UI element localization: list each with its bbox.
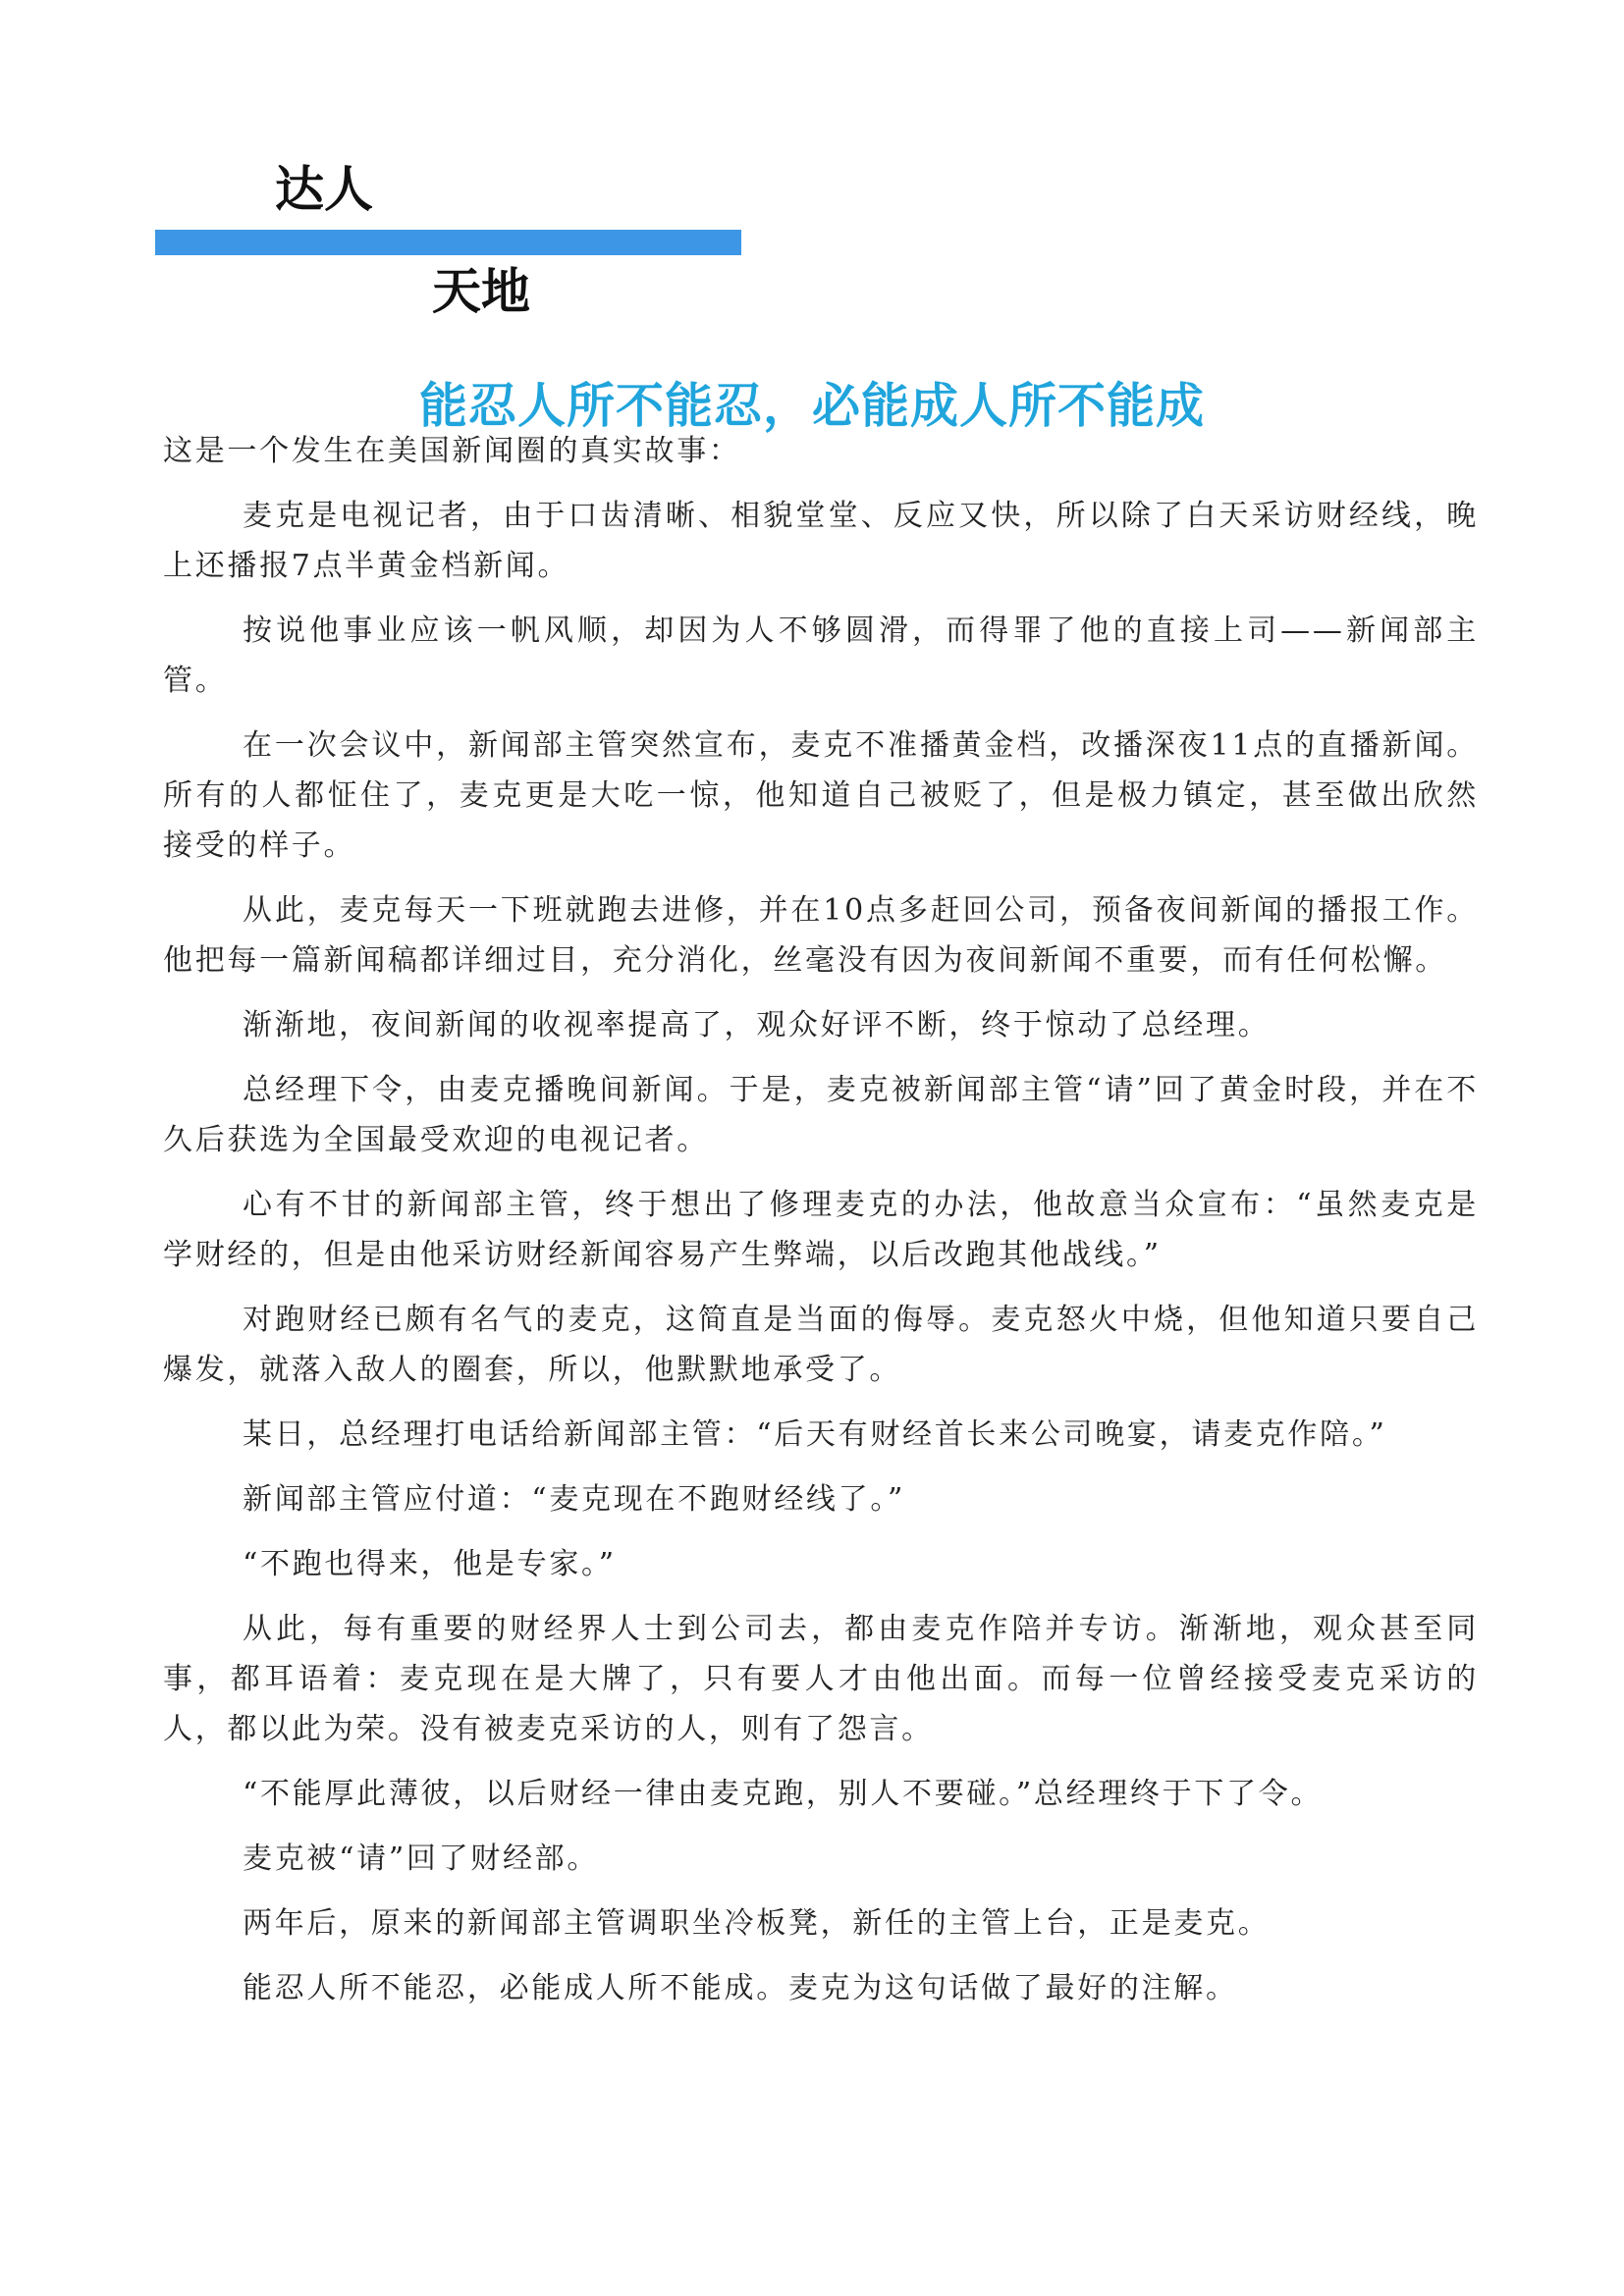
article-paragraph: 某日，总经理打电话给新闻部主管：“后天有财经首长来公司晚宴，请麦克作陪。” <box>243 1417 1387 1452</box>
section-header-top: 达人 <box>275 161 373 218</box>
article-title: 能忍人所不能忍，必能成人所不能成 <box>418 377 1205 434</box>
article-paragraph: 心有不甘的新闻部主管，终于想出了修理麦克的办法，他故意当众宣布：“虽然麦克是学财经的，但是由他采访财经新闻容易产生弊端，以后改跑其他战线。” <box>163 1188 1479 1272</box>
article-paragraph: 新闻部主管应付道：“麦克现在不跑财经线了。” <box>243 1482 906 1517</box>
article-paragraph: 这是一个发生在美国新闻圈的真实故事： <box>163 434 741 468</box>
article-paragraph: “不能厚此薄彼，以后财经一律由麦克跑，别人不要碰。”总经理终于下了令。 <box>243 1777 1324 1811</box>
article-paragraph: 两年后，原来的新闻部主管调职坐冷板凳，新任的主管上台，正是麦克。 <box>243 1906 1271 1941</box>
article-paragraph: 渐渐地，夜间新闻的收视率提高了，观众好评不断，终于惊动了总经理。 <box>243 1008 1271 1042</box>
article-paragraph: 总经理下令，由麦克播晚间新闻。于是，麦克被新闻部主管“请”回了黄金时段，并在不久后获选为全国最受欢迎的电视记者。 <box>163 1073 1479 1157</box>
article-paragraph: 麦克被“请”回了财经部。 <box>243 1842 600 1876</box>
article-paragraph: 从此，每有重要的财经界人士到公司去，都由麦克作陪并专访。渐渐地，观众甚至同事，都耳语着：麦克现在是大牌了，只有要人才由他出面。而每一位曾经接受麦克采访的人，都以此为荣。没有被麦克采访的人，则有了怨言。 <box>163 1612 1479 1746</box>
article-paragraph: 在一次会议中，新闻部主管突然宣布，麦克不准播黄金档，改播深夜11点的直播新闻。所有的人都怔住了，麦克更是大吃一惊，他知道自己被贬了，但是极力镇定，甚至做出欣然接受的样子。 <box>163 728 1479 863</box>
article-paragraph: “不跑也得来，他是专家。” <box>243 1547 617 1581</box>
article-paragraph: 按说他事业应该一帆风顺，却因为人不够圆滑，而得罪了他的直接上司——新闻部主管。 <box>163 614 1479 698</box>
section-header-bottom: 天地 <box>432 263 530 320</box>
article-paragraph: 从此，麦克每天一下班就跑去进修，并在10点多赶回公司，预备夜间新闻的播报工作。他把每一篇新闻稿都详细过目，充分消化，丝毫没有因为夜间新闻不重要，而有任何松懈。 <box>163 893 1479 978</box>
article-paragraph: 麦克是电视记者，由于口齿清晰、相貌堂堂、反应又快，所以除了白天采访财经线，晚上还播报7点半黄金档新闻。 <box>163 499 1479 583</box>
article-body <box>163 426 1479 2028</box>
article-paragraph: 能忍人所不能忍，必能成人所不能成。麦克为这句话做了最好的注解。 <box>243 1971 1238 2005</box>
accent-bar <box>155 230 741 255</box>
article-paragraph: 对跑财经已颇有名气的麦克，这简直是当面的侮辱。麦克怒火中烧，但他知道只要自己爆发，就落入敌人的圈套，所以，他默默地承受了。 <box>163 1303 1479 1387</box>
